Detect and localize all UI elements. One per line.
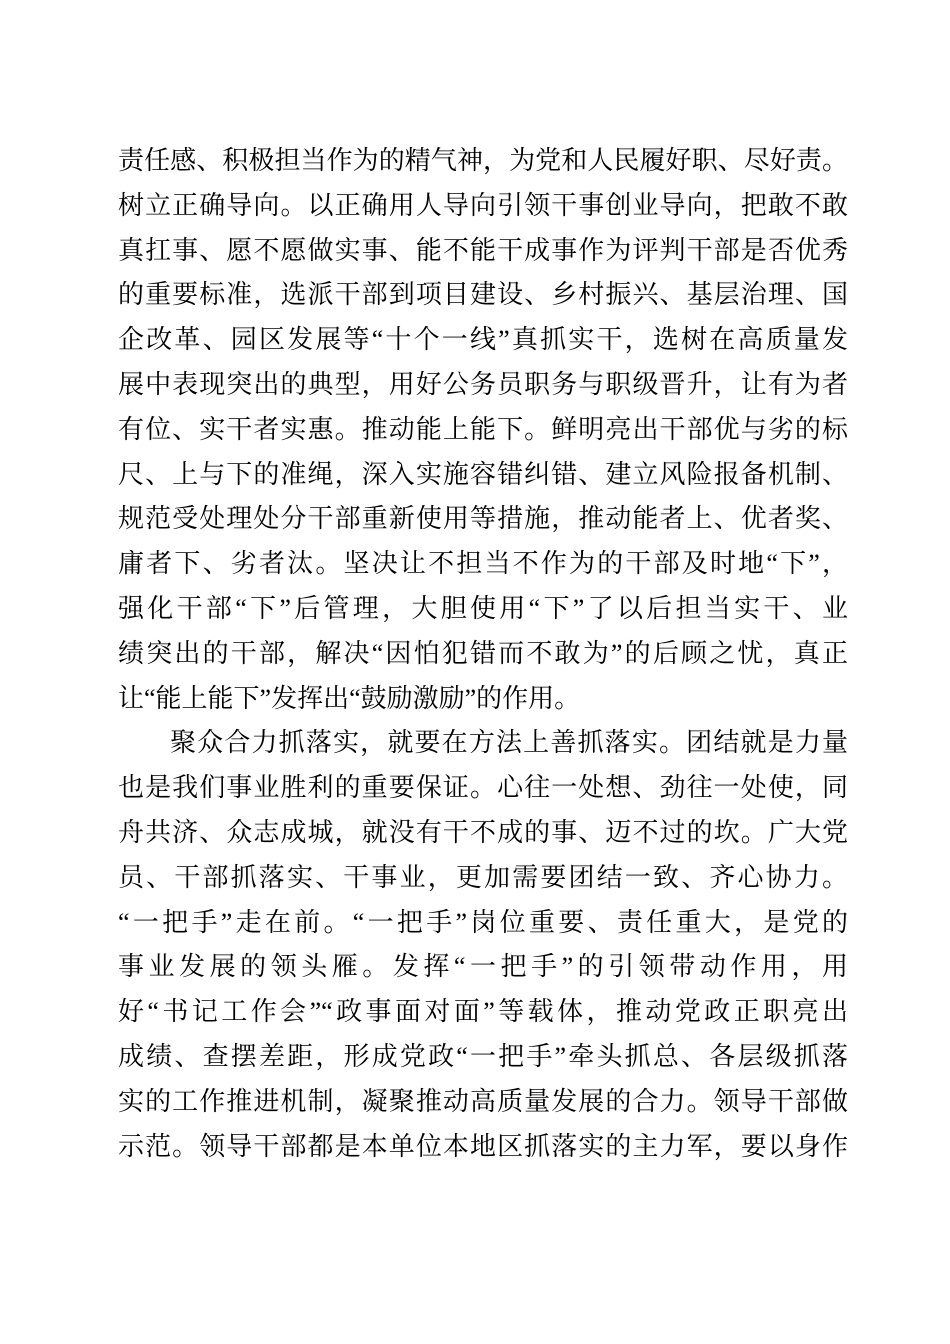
text-line: 强化干部“下”后管理，大胆使用“下”了以后担当实干、业 (118, 593, 848, 623)
text-line: 事业发展的领头雁。发挥“一把手”的引领带动作用，用 (118, 952, 848, 982)
text-line: 绩突出的干部，解决“因怕犯错而不敢为”的后顾之忧，真正 (118, 638, 848, 668)
text-line: 成绩、查摆差距，形成党政“一把手”牵头抓总、各层级抓落 (118, 1041, 848, 1071)
text-line: 庸者下、劣者汰。坚决让不担当不作为的干部及时地“下”， (118, 549, 848, 579)
text-line: 实的工作推进机制，凝聚推动高质量发展的合力。领导干部做 (118, 1086, 848, 1116)
text-line: 让“能上能下”发挥出“鼓励激励”的作用。 (118, 683, 581, 713)
text-line: 企改革、园区发展等“十个一线”真抓实干，选树在高质量发 (118, 325, 848, 355)
text-line: 规范受处理处分干部重新使用等措施，推动能者上、优者奖、 (118, 504, 848, 534)
body-text (118, 139, 848, 1169)
text-line: 员、干部抓落实、干事业，更加需要团结一致、齐心协力。 (118, 862, 848, 892)
text-line: 树立正确导向。以正确用人导向引领干事创业导向，把敢不敢 (118, 190, 848, 220)
text-line: 的重要标准，选派干部到项目建设、乡村振兴、基层治理、国 (118, 280, 848, 310)
text-line: “一把手”走在前。“一把手”岗位重要、责任重大，是党的 (118, 907, 848, 937)
text-line: 聚众合力抓落实，就要在方法上善抓落实。团结就是力量 (170, 728, 848, 758)
text-line: 好“书记工作会”“政事面对面”等载体，推动党政正职亮出 (118, 997, 848, 1027)
text-line: 展中表现突出的典型，用好公务员职务与职级晋升，让有为者 (118, 369, 848, 399)
text-line: 尺、上与下的准绳，深入实施容错纠错、建立风险报备机制、 (118, 459, 848, 489)
text-line: 有位、实干者实惠。推动能上能下。鲜明亮出干部优与劣的标 (118, 414, 848, 444)
text-line: 责任感、积极担当作为的精气神，为党和人民履好职、尽好责。 (118, 146, 848, 175)
text-line: 舟共济、众志成城，就没有干不成的事、迈不过的坎。广大党 (118, 817, 848, 847)
text-line: 示范。领导干部都是本单位本地区抓落实的主力军，要以身作 (118, 1131, 848, 1161)
text-line: 真扛事、愿不愿做实事、能不能干成事作为评判干部是否优秀 (118, 235, 848, 265)
text-line: 也是我们事业胜利的重要保证。心往一处想、劲往一处使，同 (118, 773, 848, 803)
